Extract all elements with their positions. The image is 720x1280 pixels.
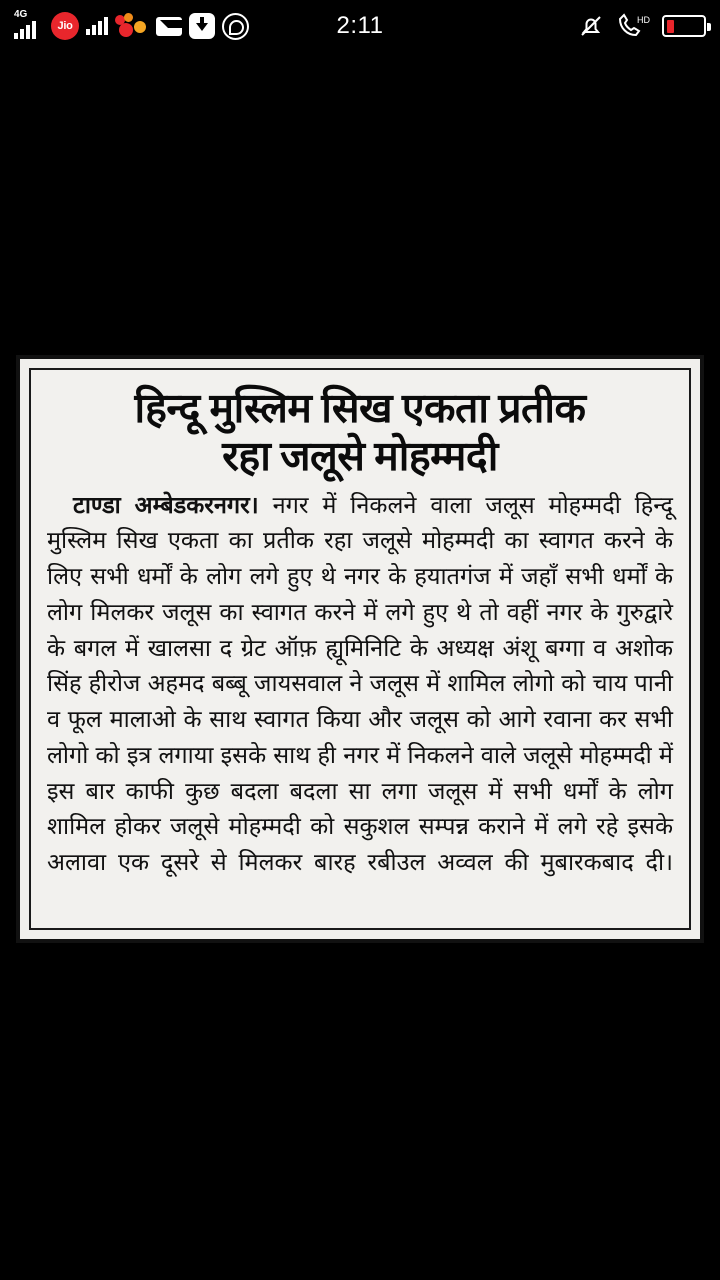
status-bar-left-icons xyxy=(14,9,249,40)
signal-4g-icon xyxy=(14,9,44,39)
status-bar-right-icons xyxy=(578,13,706,39)
volte-hd-call-icon xyxy=(616,13,650,39)
snapchat-icon xyxy=(189,13,215,39)
svg-text:HD: HD xyxy=(637,15,650,25)
article-body xyxy=(47,489,673,882)
clipping-content xyxy=(29,368,691,930)
dots-app-icon xyxy=(115,13,149,39)
headline-line-2: रहा जलूसे मोहम्मदी xyxy=(222,433,498,480)
notification-mute-icon xyxy=(578,13,604,39)
whatsapp-icon xyxy=(222,13,249,40)
headline-line-1: हिन्दू मुस्लिम सिख एकता प्रतीक xyxy=(134,385,586,431)
jio-icon: Jio xyxy=(51,12,79,40)
article-body-text: नगर में निकलने वाला जलूस मोहम्मदी हिन्दू मुस्लिम सिख एकता का प्रतीक रहा जलूसे मोहम्मदी का स्वागत करने के लिए सभी धर्मों के लोग लगे हुए थे नगर के हयातगंज में जहाँ सभी धर्मों के लोग मिलकर जलूस का स्वागत करने में लगे हुए थे तो वहीं नगर के गुरुद्वारे के बगल में खालसा द ग्रेट ऑफ़ ह्यूमिनिटि के अध्यक्ष अंशू बग्गा व अशोक सिंह हीरोज अहमद बब्बू जायसवाल ने जलूस में शामिल लोगो को चाय पानी व फूल मालाओ के साथ स्वागत किया और जलूस को आगे रवाना कर सभी लोगो को इत्र लगाया इसके साथ ही नगर में निकलने वाले जलूसे मोहम्मदी में इस बार काफी कुछ बदला बदला सा लगा जलूस में सभी धर्मों के लोग शामिल होकर जलूसे मोहम्मदी को सकुशल सम्पन्न कराने में लगे रहे इसके अलावा एक दूसरे से मिलकर बारह रबीउल अव्वल की मुबारकबाद दी। xyxy=(47,492,673,876)
article-dateline: टाण्डा अम्बेडकरनगर। xyxy=(73,492,259,519)
battery-icon xyxy=(662,15,706,37)
article-headline xyxy=(47,384,673,481)
newspaper-clipping[interactable] xyxy=(16,355,704,943)
signal-bars xyxy=(14,21,36,39)
network-type-label: 4G xyxy=(14,9,28,20)
mail-icon xyxy=(156,17,182,36)
status-bar xyxy=(0,0,720,52)
signal-secondary-icon xyxy=(86,17,108,35)
status-bar-clock: 2:11 xyxy=(336,12,384,39)
